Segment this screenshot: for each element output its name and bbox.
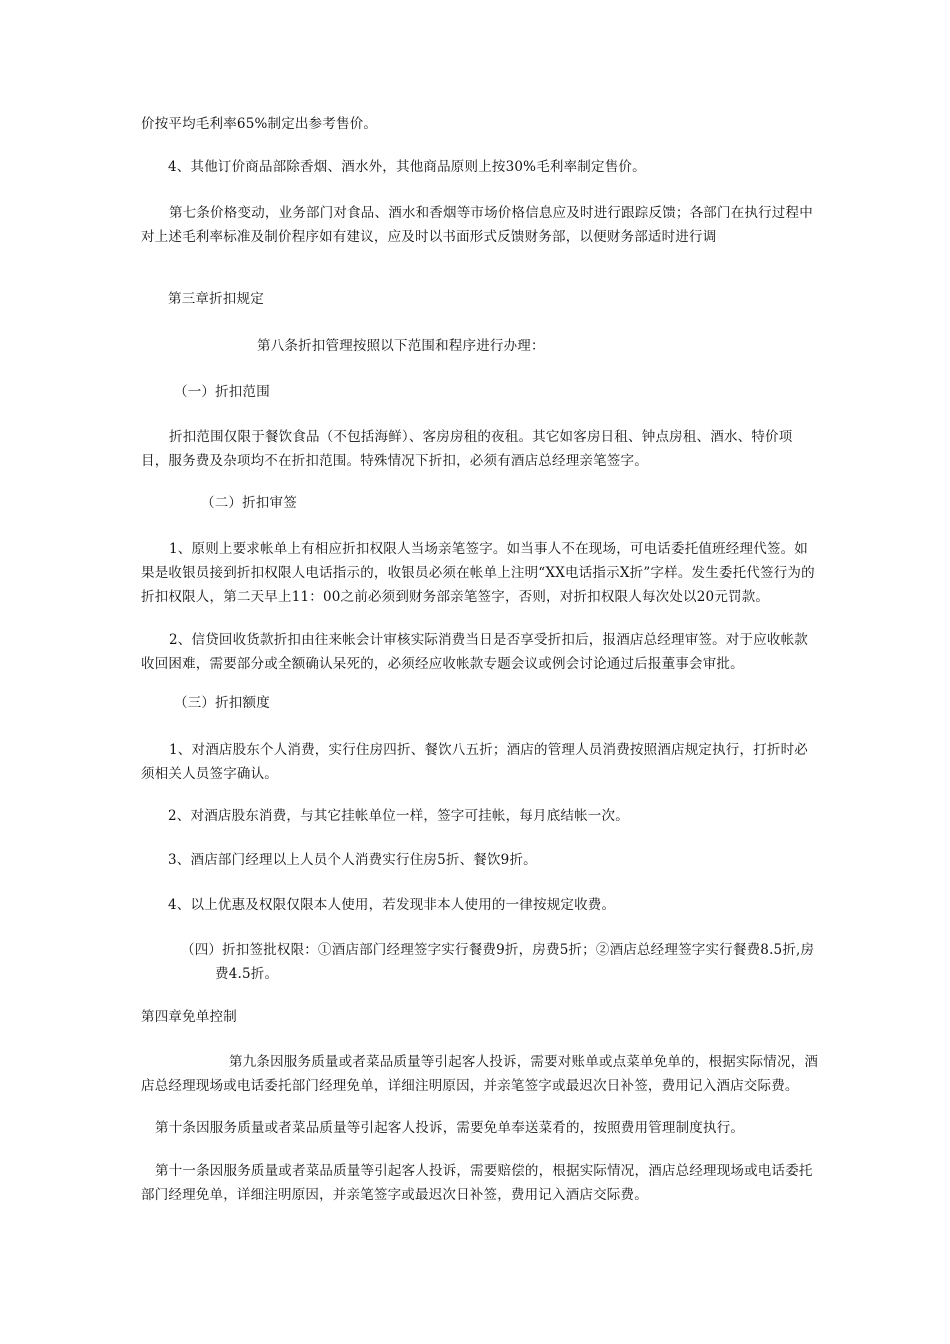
- paragraph-discount-scope: 折扣范围仅限于餐饮食品（不包括海鲜）、客房房租的夜租。其它如客房日租、钟点房租、酒水、特价项目，服务费及杂项均不在折扣范围。特殊情况下折扣，必须有酒店总经理亲笔签字。: [141, 429, 793, 469]
- section-discount-approval: （二）折扣审签: [201, 495, 297, 511]
- paragraph-other-goods: 4、其他订价商品部除香烟、酒水外，其他商品原则上按30%毛利率制定售价。: [168, 159, 646, 175]
- paragraph-signing-authority: （四）折扣签批权限：①酒店部门经理签字实行餐费9折，房费5折；②酒店总经理签字实行餐费8.5折,房费4.5折。: [181, 942, 815, 982]
- chapter-3-heading: 第三章折扣规定: [168, 291, 264, 307]
- paragraph-pricing-margin: 价按平均毛利率65%制定出参考售价。: [141, 116, 378, 132]
- paragraph-approval-1: 1、原则上要求帐单上有相应折扣权限人当场亲笔签字。如当事人不在现场，可电话委托值班经理代签。如果是收银员接到折扣权限人电话指示的，收银员必须在帐单上注明“XX电话指示X折”字样。发生委托代签行为的折扣权限人，第二天早上11：00之前必须到财务部亲笔签字，否则，对折扣权限人每次处以20元罚款。: [141, 541, 815, 605]
- paragraph-article-11: 第十一条因服务质量或者菜品质量等引起客人投诉，需要赔偿的，根据实际情况，酒店总经理现场或电话委托部门经理免单，详细注明原因，并亲笔签字或最迟次日补签，费用记入酒店交际费。: [141, 1163, 813, 1203]
- paragraph-approval-2: 2、信贷回收货款折扣由往来帐会计审核实际消费当日是否享受折扣后，报酒店总经理审签。对于应收帐款收回困难，需要部分或全额确认呆死的，必须经应收帐款专题会议或例会讨论通过后报董事会审批。: [141, 632, 808, 672]
- paragraph-article-9: 第九条因服务质量或者菜品质量等引起客人投诉，需要对账单或点菜单免单的，根据实际情况，酒店总经理现场或电话委托部门经理免单，详细注明原因，并亲笔签字或最迟次日补签，费用记入酒店交际费。: [141, 1054, 819, 1094]
- section-discount-scope: （一）折扣范围: [174, 384, 270, 400]
- chapter-4-heading: 第四章免单控制: [141, 1009, 237, 1025]
- paragraph-amount-1: 1、对酒店股东个人消费，实行住房四折、餐饮八五折；酒店的管理人员消费按照酒店规定执行，打折时必须相关人员签字确认。: [141, 742, 808, 782]
- paragraph-article-10: 第十条因服务质量或者菜品质量等引起客人投诉，需要免单奉送菜肴的，按照费用管理制度执行。: [155, 1120, 745, 1136]
- paragraph-amount-3: 3、酒店部门经理以上人员个人消费实行住房5折、餐饮9折。: [168, 852, 537, 868]
- paragraph-amount-2: 2、对酒店股东消费，与其它挂帐单位一样，签字可挂帐，每月底结帐一次。: [168, 808, 629, 824]
- paragraph-article-8: 第八条折扣管理按照以下范围和程序进行办理：: [257, 338, 545, 354]
- paragraph-article-7: 第七条价格变动，业务部门对食品、酒水和香烟等市场价格信息应及时进行跟踪反馈；各部门在执行过程中对上述毛利率标准及制价程序如有建议，应及时以书面形式反馈财务部，以便财务部适时进行调: [141, 205, 813, 245]
- paragraph-amount-4: 4、以上优惠及权限仅限本人使用，若发现非本人使用的一律按规定收费。: [168, 897, 616, 913]
- section-discount-amount: （三）折扣额度: [174, 695, 270, 711]
